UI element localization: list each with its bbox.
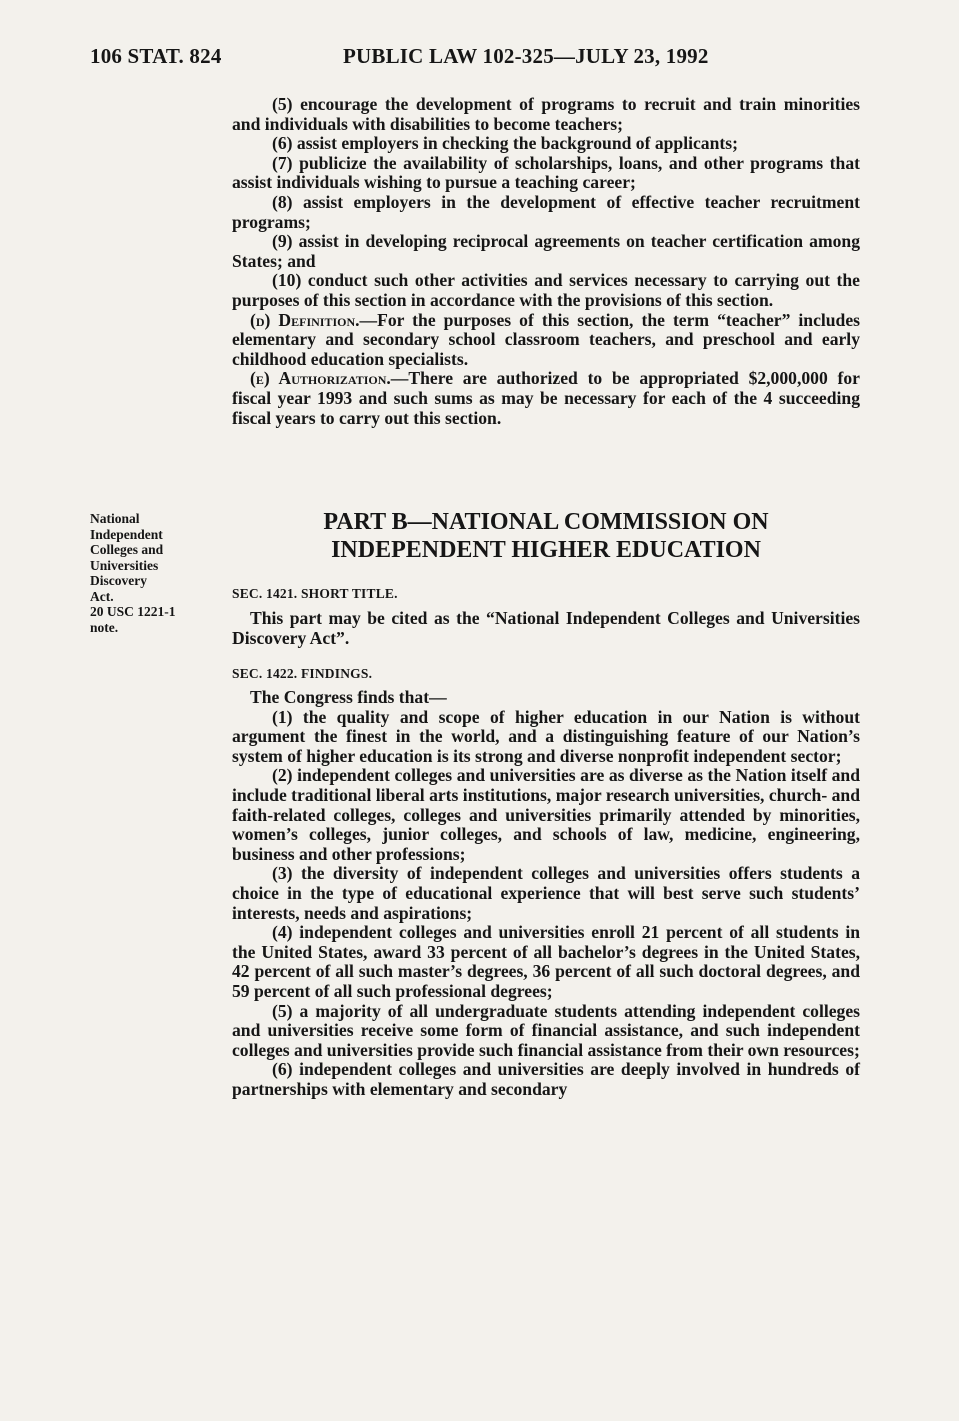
definition-label: (d) Definition. xyxy=(250,309,360,330)
part-heading xyxy=(232,508,860,564)
short-title-section xyxy=(232,609,860,648)
section-heading: SEC. 1421. SHORT TITLE. xyxy=(232,586,398,601)
list-item: (9) assist in developing reciprocal agreements on teacher certification among States; and xyxy=(232,231,860,271)
margin-note-line: National xyxy=(90,511,140,526)
list-item: (8) assist employers in the development of effective teacher recruitment programs; xyxy=(232,191,860,232)
finding-item: (6) independent colleges and universities are deeply involved in hundreds of partnerships with elementary and secondary xyxy=(232,1059,860,1099)
finding-item: (1) the quality and scope of higher education in our Nation is without argument the finest in the world, and a distinguishing feature of our Nation’s system of higher education is its strong and diverse nonprofit independent sector; xyxy=(232,706,860,766)
definition-paragraph xyxy=(232,311,860,370)
list-item: (7) publicize the availability of scholarships, loans, and other programs that assist individuals wishing to pursue a teaching career; xyxy=(232,152,860,193)
part-heading-line: PART B—NATIONAL COMMISSION ON xyxy=(323,509,769,535)
finding-item: (5) a majority of all undergraduate students attending independent colleges and universities receive some form of financial assistance, and such independent colleges and universities provide such financial assistance from their own resources; xyxy=(232,1000,860,1060)
section-heading: SEC. 1422. FINDINGS. xyxy=(232,666,373,681)
list-item: (6) assist employers in checking the background of applicants; xyxy=(272,133,738,154)
page-header xyxy=(90,44,860,74)
definition-text: —For the purposes of this section, the term “teacher” includes elementary and secondary school classroom teachers, and preschool and early childhood education specialists. xyxy=(232,309,860,369)
margin-note-line: Universities xyxy=(90,557,159,573)
authorization-paragraph xyxy=(232,369,860,428)
short-title-text: This part may be cited as the “National Independent Colleges and Universities Discovery Act”. xyxy=(232,608,860,648)
authorization-label: (e) Authorization. xyxy=(250,368,391,389)
stat-reference: 106 STAT. 824 xyxy=(90,44,222,68)
margin-note-line: note. xyxy=(90,619,119,635)
finding-item: (3) the diversity of independent colleges and universities offers students a choice in the type of educational experience that will best serve such students’ interests, needs and aspirations; xyxy=(232,863,860,923)
finding-item: (4) independent colleges and universities enroll 21 percent of all students in the United States, award 33 percent of all bachelor’s degrees in the United States, 42 percent of all such master’s degrees, 36 percent of all such doctoral degrees, and 59 percent of all such professional degrees; xyxy=(232,922,860,1001)
margin-note-line: Discovery xyxy=(90,573,147,588)
part-heading-line: INDEPENDENT HIGHER EDUCATION xyxy=(331,537,761,563)
margin-note xyxy=(90,511,220,635)
authorization-text: —There are authorized to be appropriated $2,000,000 for fiscal year 1993 and such sums as may be necessary for each of the 4 succeeding fiscal years to carry out this section. xyxy=(232,368,860,428)
finding-item: (2) independent colleges and universities are as diverse as the Nation itself and include traditional liberal arts institutions, major research universities, church- and faith-related colleges, colleges and universities primarily attended by minorities, women’s colleges, junior colleges, and schools of law, medicine, engineering, business and other professions; xyxy=(232,765,860,864)
findings-intro: The Congress finds that— xyxy=(250,687,447,707)
findings-section xyxy=(232,688,860,1099)
law-title: PUBLIC LAW 102-325—JULY 23, 1992 xyxy=(343,44,709,68)
continuation-section xyxy=(232,95,860,428)
margin-note-line: Independent xyxy=(90,526,163,542)
margin-note-line: Colleges and xyxy=(90,542,164,557)
margin-note-line: Act. xyxy=(90,588,114,604)
list-item: (10) conduct such other activities and services necessary to carrying out the purposes of this section in accordance with the provisions of this section. xyxy=(232,270,860,310)
list-item: (5) encourage the development of programs to recruit and train minorities and individuals with disabilities to become teachers; xyxy=(232,94,860,134)
margin-note-line: 20 USC 1221-1 xyxy=(90,604,176,619)
